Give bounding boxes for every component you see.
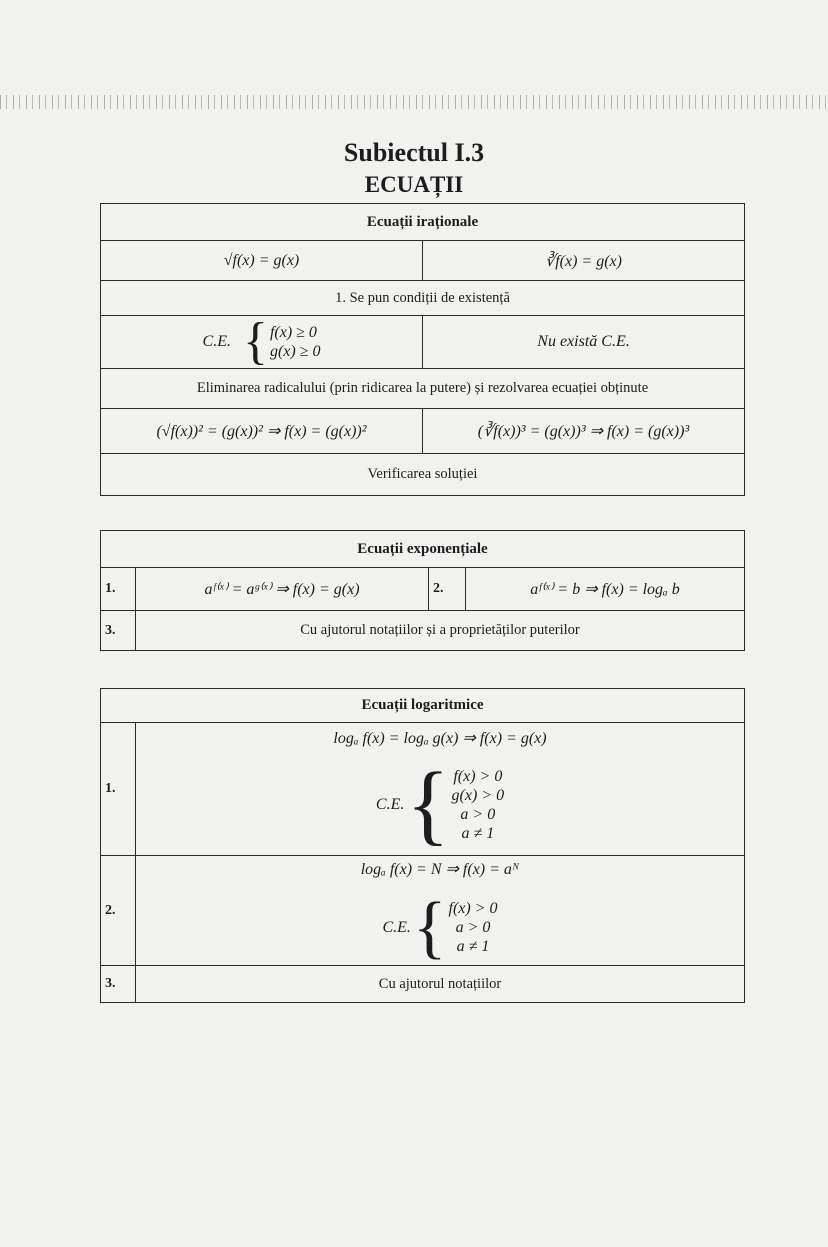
sqrt-equation: √f(x) = g(x) xyxy=(101,241,423,281)
exp-rule-2: aᶠ⁽ˣ⁾ = b ⇒ f(x) = logₐ b xyxy=(466,568,745,611)
log-rule-1 xyxy=(136,723,745,856)
exp-rule-1: aᶠ⁽ˣ⁾ = aᵍ⁽ˣ⁾ ⇒ f(x) = g(x) xyxy=(136,568,429,611)
brace-icon: { xyxy=(406,755,450,854)
page-subtitle: ECUAȚII xyxy=(364,172,464,197)
table-heading: Ecuații logaritmice xyxy=(101,689,745,723)
condition: g(x) > 0 xyxy=(451,786,505,804)
row-number: 3. xyxy=(101,966,136,1003)
log-rule-3: Cu ajutorul notațiilor xyxy=(136,966,745,1003)
step-2: Eliminarea radicalului (prin ridicarea la putere) și rezolvarea ecuației obținute xyxy=(101,369,745,409)
row-number: 1. xyxy=(101,568,136,611)
brace-icon: { xyxy=(412,888,447,966)
scan-artifact xyxy=(0,95,828,109)
no-conditions: Nu există C.E. xyxy=(423,316,745,369)
irrational-equations-table xyxy=(100,203,745,496)
condition: a > 0 xyxy=(455,918,491,936)
condition: a > 0 xyxy=(460,806,496,823)
cbrt-equation: ∛f(x) = g(x) xyxy=(423,241,745,281)
ce-label: C.E. xyxy=(382,918,411,936)
exp-rule-3: Cu ajutorul notațiilor și a proprietăților puterilor xyxy=(136,611,745,651)
condition: a ≠ 1 xyxy=(461,825,495,843)
log-equation: logₐ f(x) = N ⇒ f(x) = aᴺ xyxy=(360,860,520,878)
table-heading: Ecuații exponențiale xyxy=(101,531,745,568)
log-equation: logₐ f(x) = logₐ g(x) ⇒ f(x) = g(x) xyxy=(333,730,547,747)
step-1: 1. Se pun condiții de existență xyxy=(101,281,745,316)
exponential-equations-table xyxy=(100,530,745,651)
existence-conditions xyxy=(101,313,423,370)
ce-label: C.E. xyxy=(202,333,231,350)
condition: a ≠ 1 xyxy=(456,938,490,956)
row-number: 2. xyxy=(429,568,466,611)
ce-label: C.E. xyxy=(375,796,405,813)
brace-icon: { xyxy=(242,313,268,370)
condition: f(x) > 0 xyxy=(448,899,498,917)
page-title: Subiectul I.3 xyxy=(343,138,485,167)
table-heading: Ecuații iraționale xyxy=(101,204,745,241)
sqrt-elimination: (√f(x))² = (g(x))² ⇒ f(x) = (g(x))² xyxy=(101,409,423,454)
condition: f(x) ≥ 0 xyxy=(269,323,317,341)
row-number: 1. xyxy=(101,723,136,856)
log-rule-2 xyxy=(136,856,745,966)
condition: g(x) ≥ 0 xyxy=(269,343,321,360)
cbrt-elimination: (∛f(x))³ = (g(x))³ ⇒ f(x) = (g(x))³ xyxy=(423,409,745,454)
row-number: 2. xyxy=(101,856,136,966)
step-3: Verificarea soluției xyxy=(101,454,745,496)
condition: f(x) > 0 xyxy=(453,767,503,785)
row-number: 3. xyxy=(101,611,136,651)
logarithmic-equations-table xyxy=(100,688,745,1003)
